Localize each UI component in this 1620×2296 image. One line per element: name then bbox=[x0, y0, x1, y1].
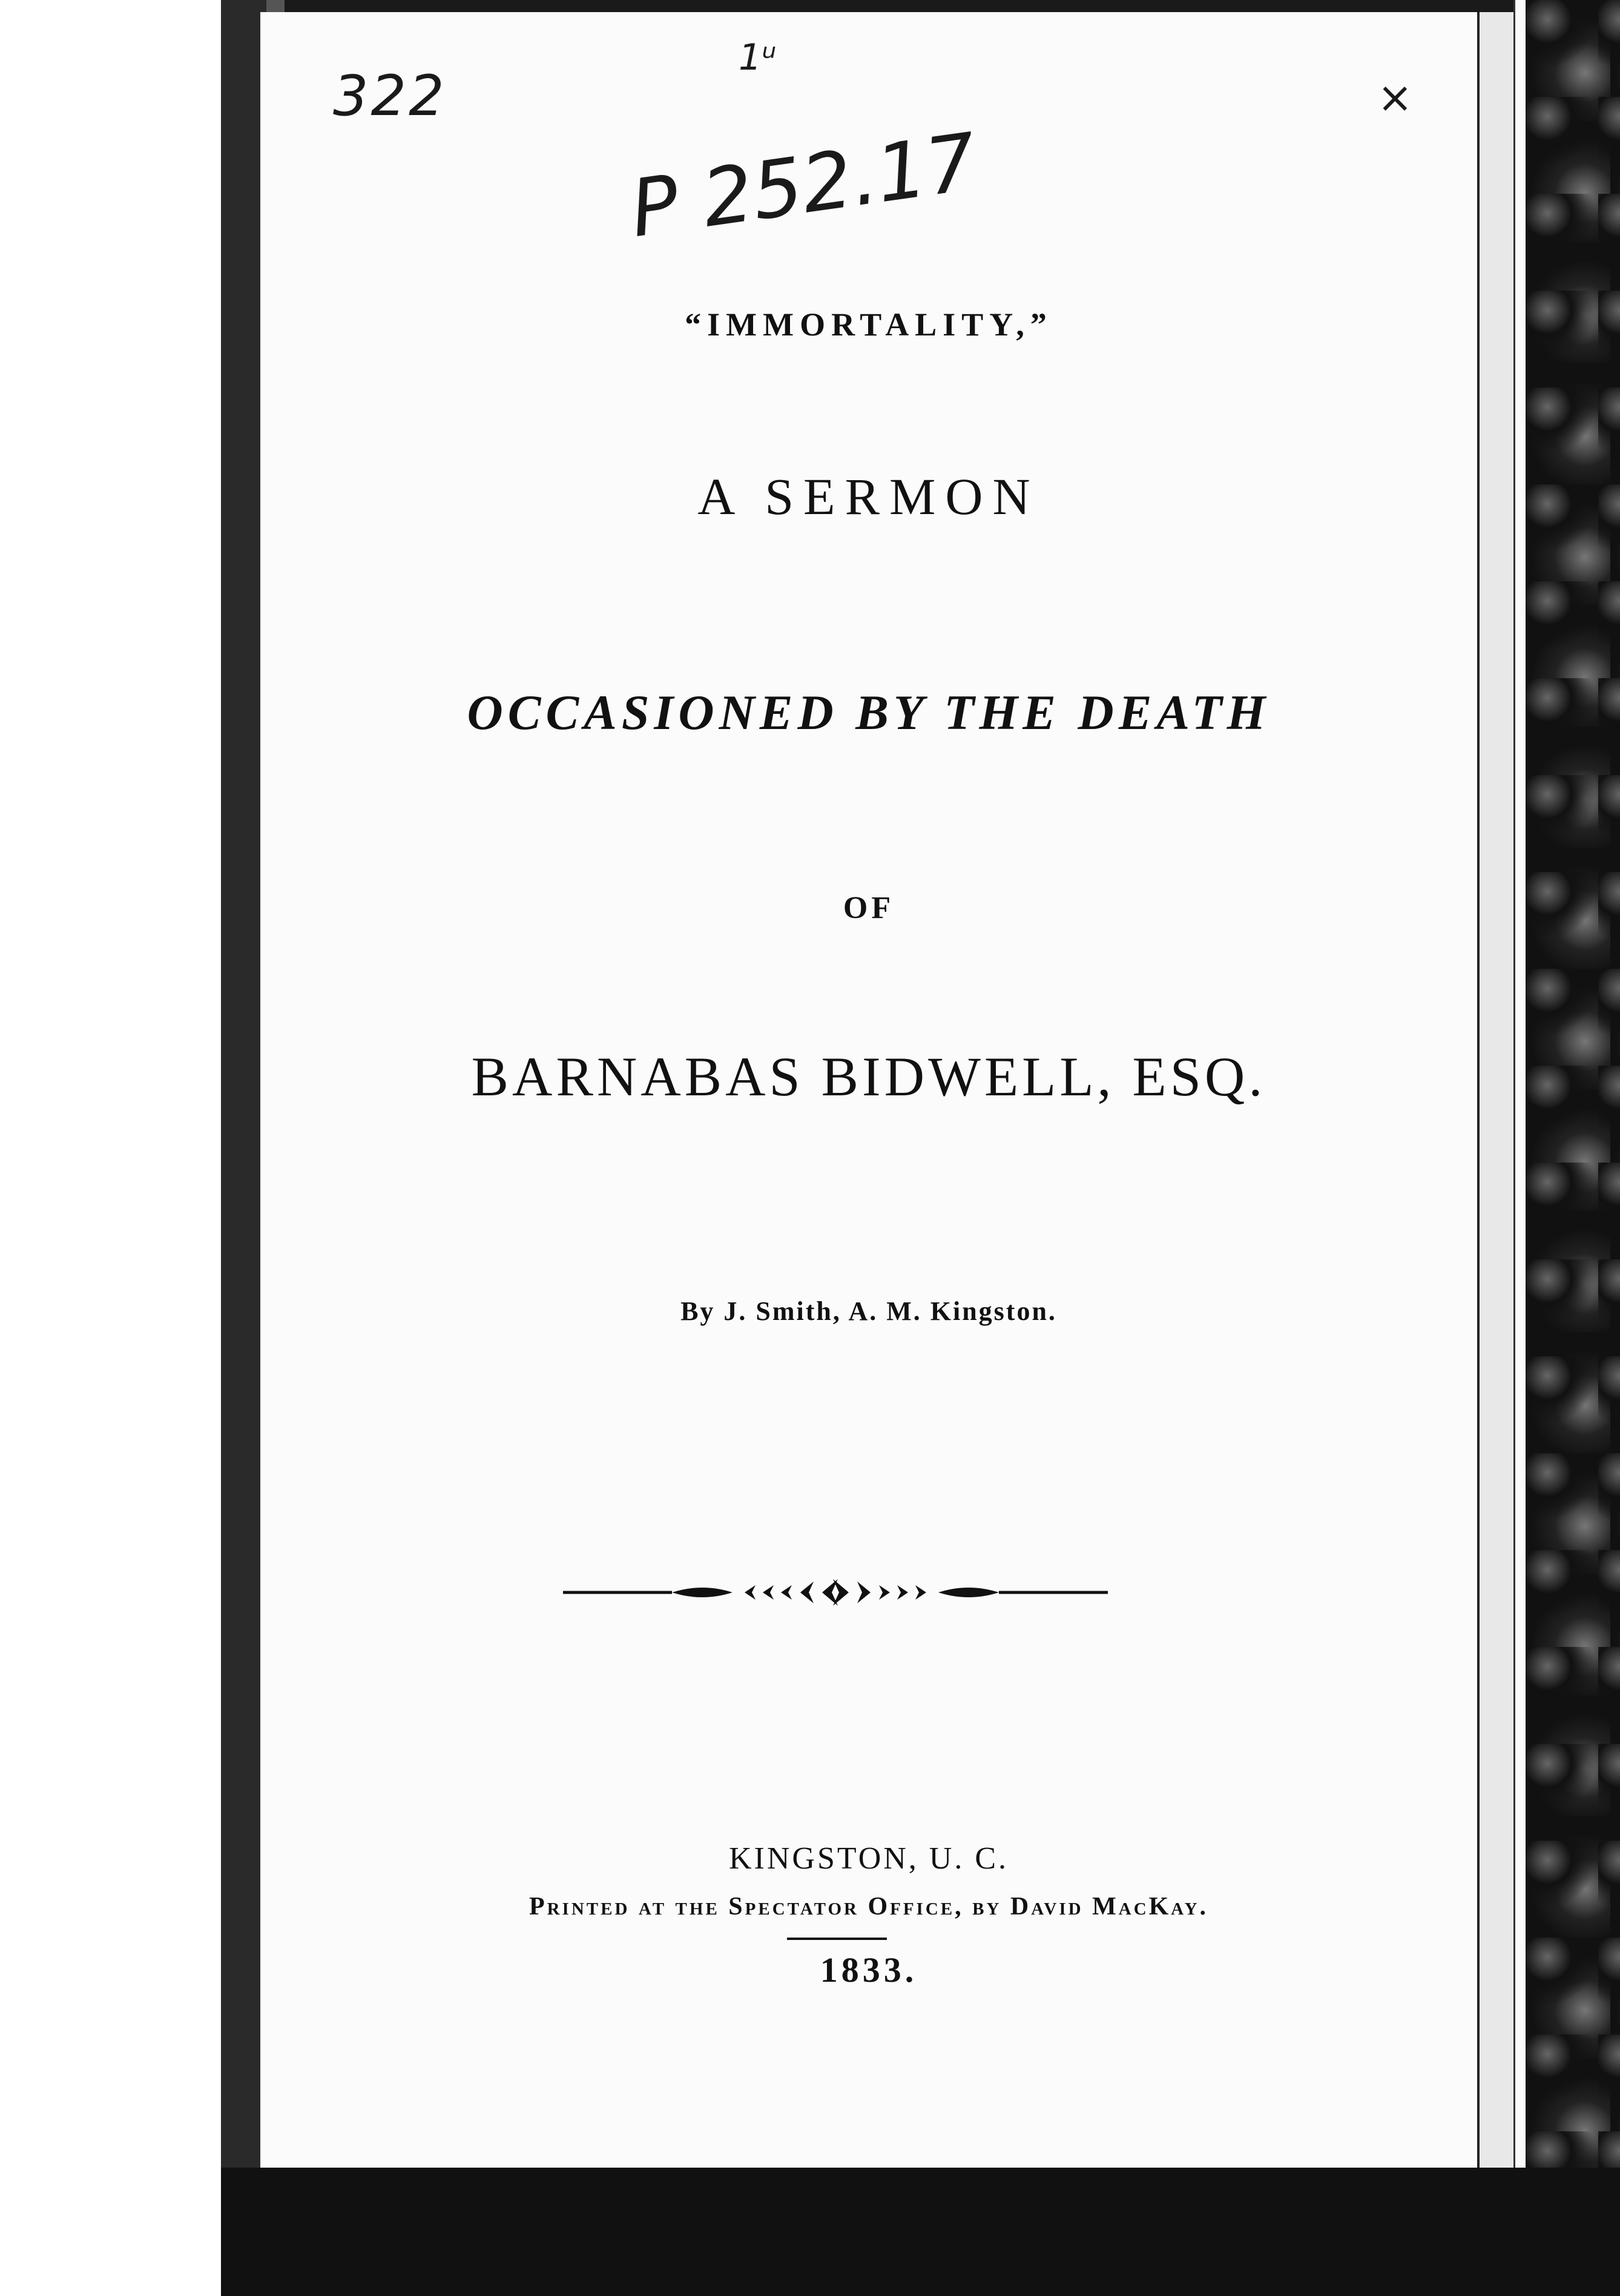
subtitle-blackletter: OCCASIONED BY THE DEATH bbox=[467, 685, 1271, 740]
page-edge bbox=[1477, 12, 1516, 2204]
epigraph: “IMMORTALITY,” bbox=[685, 306, 1053, 343]
subject-name: BARNABAS BIDWELL, ESQ. bbox=[471, 1046, 1266, 1107]
imprint-printer: Printed at the Spectator Office, by David MacKay. bbox=[528, 1893, 1209, 1921]
bottom-shadow bbox=[0, 2168, 1620, 2296]
page-title: A SERMON bbox=[697, 467, 1040, 526]
author-line: By J. Smith, A. M. Kingston. bbox=[680, 1296, 1057, 1326]
year-rule bbox=[787, 1938, 887, 1940]
imprint-year: 1833. bbox=[820, 1950, 918, 1990]
handwritten-catalog-number: P 252.17 bbox=[625, 115, 983, 256]
handwritten-shelf-number: 322 bbox=[333, 64, 447, 128]
ornamental-divider bbox=[563, 1574, 1108, 1611]
facing-page-bottom bbox=[0, 2168, 221, 2296]
facing-page bbox=[0, 0, 221, 2296]
handwritten-superscript-note: 1ᵘ bbox=[739, 36, 777, 79]
ornament-graphic bbox=[563, 1574, 1108, 1611]
imprint-place: KINGSTON, U. C. bbox=[728, 1841, 1009, 1876]
handwritten-mark: × bbox=[1377, 73, 1413, 122]
marbled-cover bbox=[1526, 0, 1620, 2296]
connector-text: OF bbox=[843, 891, 895, 925]
